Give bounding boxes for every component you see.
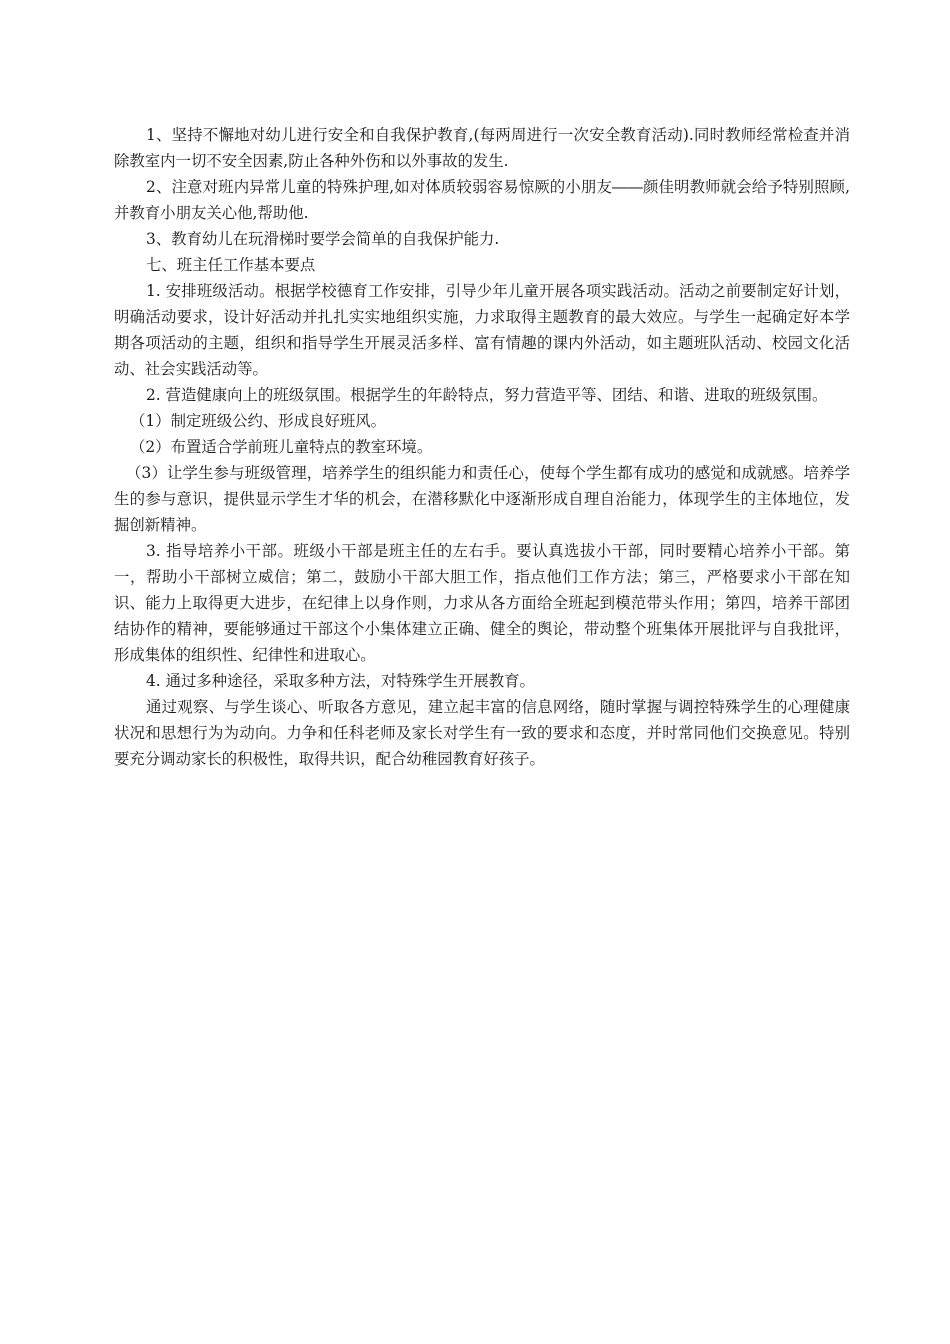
paragraph-parent-communication: 通过观察、与学生谈心、听取各方意见，建立起丰富的信息网络，随时掌握与调控特殊学生的心理健康状况和思想行为为动向。力争和任科老师及家长对学生有一致的要求和态度，并时常同他们交换意见。特别要充分调动家长的积极性，取得共识，配合幼稚园教育好孩子。 bbox=[114, 698, 850, 768]
paragraph-special-care: 2、注意对班内异常儿童的特殊护理,如对体质较弱容易惊厥的小朋友――颜佳明教师就会给予特别照顾,并教育小朋友关心他,帮助他. bbox=[114, 178, 850, 222]
paragraph-class-activities: 1. 安排班级活动。根据学校德育工作安排，引导少年儿童开展各项实践活动。活动之前要制定好计划，明确活动要求，设计好活动并扎扎实实地组织实施，力求取得主题教育的最大效应。与学生一起确定好本学期各项活动的主题，组织和指导学生开展灵活多样、富有情趣的课内外活动，如主题班队活动、校园文化活动、社会实践活动等。 bbox=[114, 282, 850, 378]
paragraph-student-participation: （3）让学生参与班级管理，培养学生的组织能力和责任心，使每个学生都有成功的感觉和成就感。培养学生的参与意识，提供显示学生才华的机会，在潜移默化中逐渐形成自理自治能力，体现学生的主体地位，发掘创新精神。 bbox=[114, 464, 850, 534]
document-body bbox=[114, 122, 850, 772]
paragraph-student-leaders: 3. 指导培养小干部。班级小干部是班主任的左右手。要认真选拔小干部，同时要精心培养小干部。第一，帮助小干部树立威信；第二，鼓励小干部大胆工作，指点他们工作方法；第三，严格要求小干部在知识、能力上取得更大进步，在纪律上以身作则，力求从各方面给全班起到模范带头作用；第四，培养干部团结协作的精神，要能够通过干部这个小集体建立正确、健全的舆论，带动整个班集体开展批评与自我批评，形成集体的组织性、纪律性和进取心。 bbox=[114, 542, 850, 664]
paragraph-safety-education: 1、坚持不懈地对幼儿进行安全和自我保护教育,(每两周进行一次安全教育活动).同时教师经常检查并消除教室内一切不安全因素,防止各种外伤和以外事故的发生. bbox=[114, 126, 850, 170]
paragraph-slide-safety: 3、教育幼儿在玩滑梯时要学会简单的自我保护能力. bbox=[146, 230, 500, 248]
section-heading-head-teacher: 七、班主任工作基本要点 bbox=[146, 256, 316, 274]
paragraph-class-atmosphere: 2. 营造健康向上的班级氛围。根据学生的年龄特点，努力营造平等、团结、和谐、进取的班级氛围。 bbox=[146, 386, 828, 404]
paragraph-class-rules: （1）制定班级公约、形成良好班风。 bbox=[130, 412, 387, 430]
paragraph-special-students: 4. 通过多种途径，采取多种方法，对特殊学生开展教育。 bbox=[146, 672, 535, 690]
paragraph-classroom-environment: （2）布置适合学前班儿童特点的教室环境。 bbox=[130, 438, 433, 456]
